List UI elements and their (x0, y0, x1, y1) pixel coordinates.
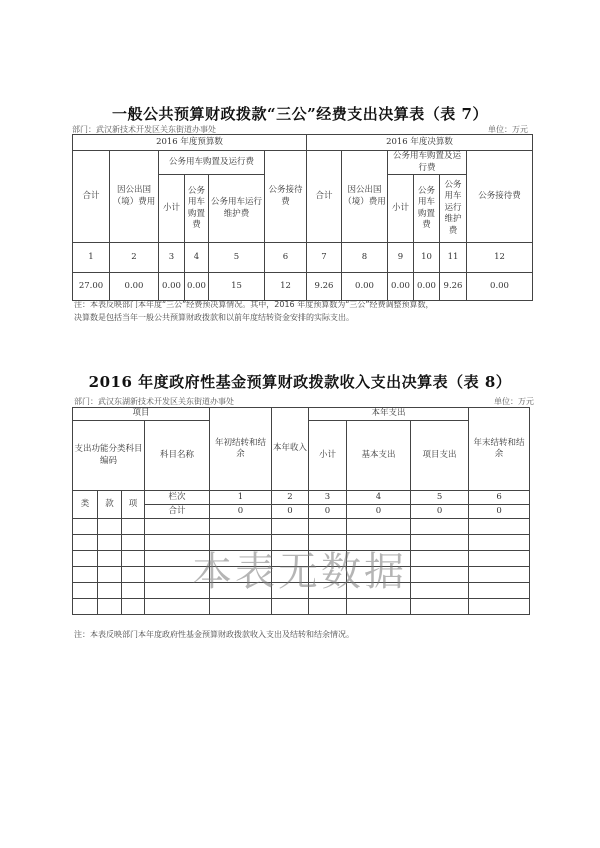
col-number: 5 (411, 491, 469, 505)
col-number: 10 (414, 243, 440, 273)
col-reception: 公务接待费 (265, 151, 307, 243)
col-car-operate-final: 公务用车运行维护费 (440, 175, 467, 243)
project-header: 项目 (73, 408, 210, 421)
lei-header: 类 (73, 491, 98, 519)
col-number: 2 (272, 491, 309, 505)
value-cell: 0.00 (185, 273, 209, 301)
total-cell: 0 (309, 505, 347, 519)
xiang-header: 项 (122, 491, 145, 519)
col-total: 合计 (73, 151, 110, 243)
car-group-final: 公务用车购置及运行费 (388, 151, 467, 175)
col-car-purchase-final: 公务用车购置费 (414, 175, 440, 243)
total-cell: 0 (469, 505, 530, 519)
table7 (72, 134, 533, 301)
func-code-header: 支出功能分类科目编码 (73, 421, 145, 491)
table8-unit: 单位：万元 (494, 397, 534, 406)
col-number: 2 (110, 243, 159, 273)
col-number: 3 (309, 491, 347, 505)
current-year-expense-header: 本年支出 (309, 408, 469, 421)
col-number: 11 (440, 243, 467, 273)
value-cell: 0.00 (110, 273, 159, 301)
col-car-operate: 公务用车运行维护费 (209, 175, 265, 243)
col-car-purchase: 公务用车购置费 (185, 175, 209, 243)
col-number: 12 (467, 243, 533, 273)
col-number: 8 (342, 243, 388, 273)
total-cell: 0 (411, 505, 469, 519)
value-cell: 27.00 (73, 273, 110, 301)
col-reception-final: 公务接待费 (467, 151, 533, 243)
col-number: 9 (388, 243, 414, 273)
value-cell: 0.00 (467, 273, 533, 301)
subject-name-header: 科目名称 (145, 421, 210, 491)
col-number: 6 (265, 243, 307, 273)
value-cell: 0.00 (342, 273, 388, 301)
final-header: 2016 年度决算数 (307, 135, 533, 151)
value-cell: 9.26 (307, 273, 342, 301)
col-number: 5 (209, 243, 265, 273)
car-group-budget: 公务用车购置及运行费 (159, 151, 265, 175)
col-subtotal: 小计 (159, 175, 185, 243)
col-abroad-final: 因公出国（境）费用 (342, 151, 388, 243)
table7-value-row (73, 273, 533, 301)
col-number: 4 (347, 491, 411, 505)
value-cell: 15 (209, 273, 265, 301)
col-subtotal-final: 小计 (388, 175, 414, 243)
table8-note: 注：本表反映部门本年度政府性基金预算财政拨款收入支出及结转和结余情况。 (74, 630, 354, 639)
budget-header: 2016 年度预算数 (73, 135, 307, 151)
table8-title: 2016 年度政府性基金预算财政拨款收入支出决算表（表 8） (88, 373, 512, 391)
value-cell: 0.00 (414, 273, 440, 301)
value-cell: 0.00 (159, 273, 185, 301)
col-number: 6 (469, 491, 530, 505)
total-cell: 0 (210, 505, 272, 519)
col-number: 4 (185, 243, 209, 273)
lanci-label: 栏次 (145, 491, 210, 505)
table7-note (74, 298, 544, 324)
table8-dept: 部门：武汉东湖新技术开发区关东街道办事处 (74, 397, 234, 406)
value-cell: 0.00 (388, 273, 414, 301)
basic-expense-header: 基本支出 (347, 421, 411, 491)
col-number: 1 (210, 491, 272, 505)
col-number: 3 (159, 243, 185, 273)
table7-dept: 部门：武汉新技术开发区关东街道办事处 (72, 125, 216, 134)
column-number-row (73, 243, 533, 273)
table7-note-line1: 注：本表反映部门本年度“三公”经费预决算情况。其中，2016 年度预算数为“三公”经费调整预算数， (74, 300, 434, 309)
no-data-watermark: 本表无数据 (192, 549, 407, 595)
subtotal-header: 小计 (309, 421, 347, 491)
end-balance-header: 年末结转和结余 (469, 408, 530, 491)
table7-title: 一般公共预算财政拨款“三公”经费支出决算表（表 7） (112, 105, 488, 123)
begin-balance-header: 年初结转和结余 (210, 408, 272, 491)
value-cell: 9.26 (440, 273, 467, 301)
col-number: 1 (73, 243, 110, 273)
table7-unit: 单位：万元 (488, 125, 528, 134)
table7-note-line2: 决算数是包括当年一般公共预算财政拨款和以前年度结转资金安排的实际支出。 (74, 313, 354, 322)
total-cell: 0 (347, 505, 411, 519)
col-total-final: 合计 (307, 151, 342, 243)
income-header: 本年收入 (272, 408, 309, 491)
table-row (73, 519, 530, 535)
col-number: 7 (307, 243, 342, 273)
table-row (73, 599, 530, 615)
project-expense-header: 项目支出 (411, 421, 469, 491)
col-abroad: 因公出国（境）费用 (110, 151, 159, 243)
kuan-header: 款 (98, 491, 122, 519)
value-cell: 12 (265, 273, 307, 301)
total-cell: 0 (272, 505, 309, 519)
total-label: 合计 (145, 505, 210, 519)
